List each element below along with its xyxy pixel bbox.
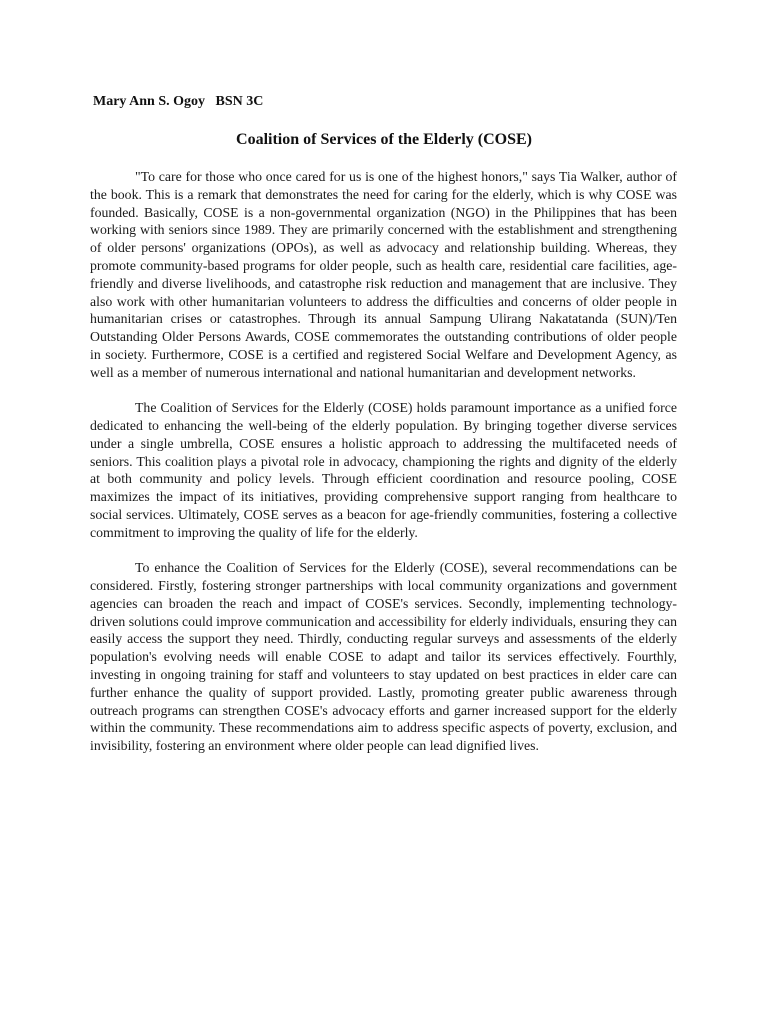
- document-body: [90, 168, 677, 772]
- document-title: Coalition of Services of the Elderly (COSE): [236, 131, 532, 148]
- paragraph-recommendations: To enhance the Coalition of Services for the Elderly (COSE), several recommendations can be considered. Firstly, fostering stronger partnerships with local community organizations and government agencies can broaden the reach and impact of COSE's services. Secondly, implementing technology-driven solutions could improve communication and accessibility for elderly individuals, ensuring they can easily access the support they need. Thirdly, conducting regular surveys and assessments of the elderly population's evolving needs will enable COSE to adapt and tailor its services effectively. Fourthly, investing in ongoing training for staff and volunteers to stay updated on best practices in elder care can further enhance the quality of support provided. Lastly, promoting greater public awareness through outreach programs can strengthen COSE's advocacy efforts and garner increased support for the elderly within the community. These recommendations aim to address specific aspects of poverty, exclusion, and invisibility, fostering an environment where older people can lead dignified lives.: [90, 560, 677, 754]
- paragraph-importance: The Coalition of Services for the Elderly (COSE) holds paramount importance as a unified force dedicated to enhancing the well-being of the elderly population. By bringing together diverse services under a single umbrella, COSE ensures a holistic approach to addressing the multifaceted needs of seniors. This coalition plays a pivotal role in advocacy, championing the rights and dignity of the elderly at both community and policy levels. Through efficient coordination and resource pooling, COSE maximizes the impact of its initiatives, providing comprehensive support ranging from healthcare to social services. Ultimately, COSE serves as a beacon for age-friendly communities, fostering a collective commitment to improving the quality of life for the elderly.: [90, 400, 677, 540]
- paragraph-intro: "To care for those who once cared for us is one of the highest honors," says Tia Walker, author of the book. This is a remark that demonstrates the need for caring for the elderly, which is why COSE was founded. Basically, COSE is a non-governmental organization (NGO) in the Philippines that has been working with seniors since 1989. They are primarily concerned with the establishment and strengthening of older persons' organizations (OPOs), as well as advocacy and relationship building. Whereas, they promote community-based programs for older people, such as health care, residential care facilities, age-friendly and diverse livelihoods, and catastrophe risk reduction and management that are inclusive. They also work with other humanitarian volunteers to address the difficulties and concerns of older people in humanitarian crises or catastrophes. Through its annual Sampung Ulirang Nakatatanda (SUN)/Ten Outstanding Older Persons Awards, COSE commemorates the outstanding contributions of older people in society. Furthermore, COSE is a certified and registered Social Welfare and Development Agency, as well as a member of numerous international and national humanitarian and development networks.: [90, 169, 677, 380]
- author-line: Mary Ann S. Ogoy BSN 3C: [93, 94, 264, 109]
